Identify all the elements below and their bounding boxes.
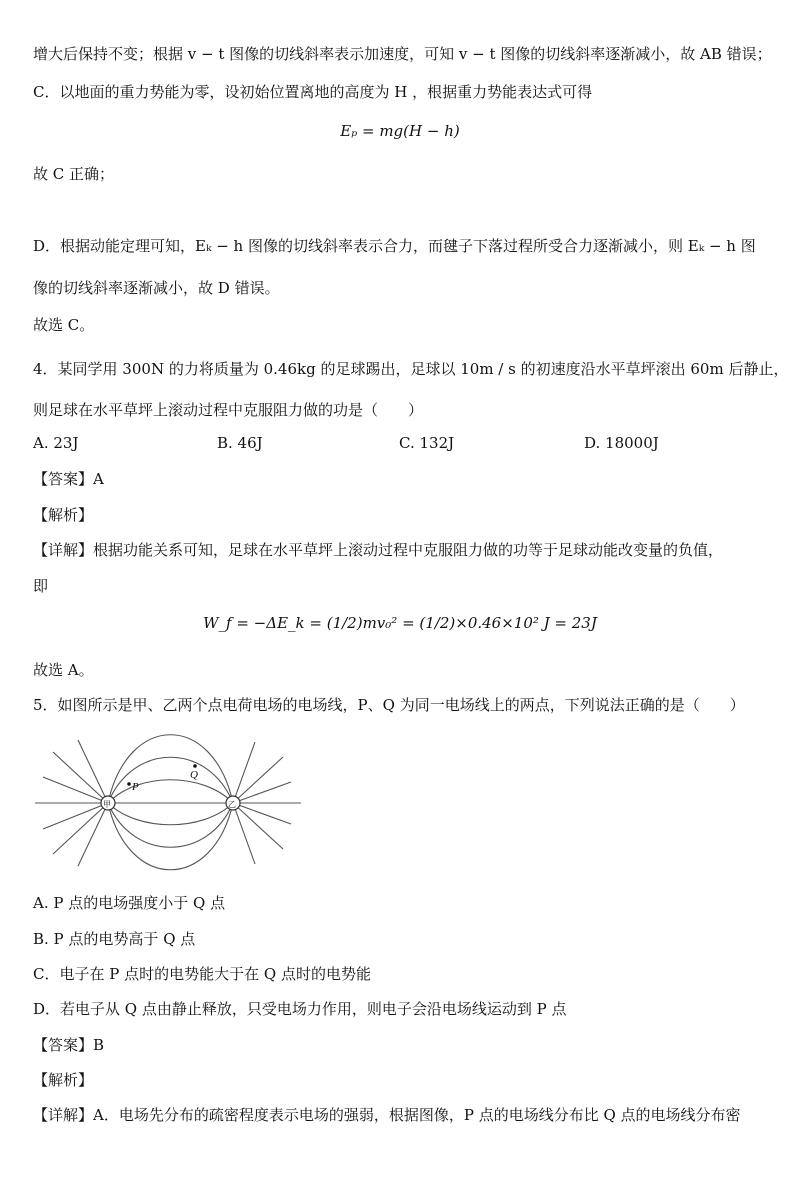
q5-option-b: B. P 点的电势高于 Q 点 xyxy=(33,930,196,948)
label-q: Q xyxy=(190,769,198,781)
text-line: 像的切线斜率逐渐减小，故 D 错误。 xyxy=(33,279,280,297)
point-p-icon xyxy=(127,782,131,786)
analysis-4: 【解析】 xyxy=(33,506,94,524)
text-line: 增大后保持不变；根据 v − t 图像的切线斜率表示加速度，可知 v − t 图像的切线斜率逐渐减小，故 AB 错误； xyxy=(33,45,772,63)
option-a: A. 23J xyxy=(33,434,79,452)
detail-4: 【详解】根据功能关系可知，足球在水平草坪上滚动过程中克服阻力做的功等于足球动能改变量的负值， xyxy=(33,541,724,559)
point-q-icon xyxy=(193,764,197,768)
q5-option-a: A. P 点的电场强度小于 Q 点 xyxy=(33,894,226,912)
option-b: B. 46J xyxy=(217,434,263,452)
text-line: 故选 C。 xyxy=(33,316,95,334)
analysis-5: 【解析】 xyxy=(33,1071,94,1089)
equation-potential-energy: Eₚ = mg(H − h) xyxy=(340,122,460,140)
question-4: 4．某同学用 300N 的力将质量为 0.46kg 的足球踢出，足球以 10m / s 的初速度沿水平草坪滚出 60m 后静止， xyxy=(33,360,789,378)
question-5: 5．如图所示是甲、乙两个点电荷电场的电场线，P、Q 为同一电场线上的两点，下列说法正确的是（ ） xyxy=(33,696,745,714)
detail-5: 【详解】A．电场先分布的疏密程度表示电场的强弱，根据图像，P 点的电场线分布比 Q 点的电场线分布密 xyxy=(33,1106,741,1124)
text-line: C．以地面的重力势能为零，设初始位置离地的高度为 H ，根据重力势能表达式可得 xyxy=(33,83,593,101)
q5-option-c: C．电子在 P 点时的电势能大于在 Q 点时的电势能 xyxy=(33,965,371,983)
electric-field-diagram xyxy=(33,732,303,882)
charge-yi-label: 乙 xyxy=(228,800,236,809)
option-c: C. 132J xyxy=(399,434,455,452)
equation-work: W_f = −ΔE_k = (1/2)mv₀² = (1/2)×0.46×10² J = 23J xyxy=(203,614,597,632)
answer-4: 【答案】A xyxy=(33,470,104,488)
option-d: D. 18000J xyxy=(584,434,659,452)
question-4-cont: 则足球在水平草坪上滚动过程中克服阻力做的功是（ ） xyxy=(33,401,424,419)
text-line: 故 C 正确； xyxy=(33,165,115,183)
charge-jia-label: 甲 xyxy=(103,800,111,809)
answer-5: 【答案】B xyxy=(33,1036,105,1054)
q5-option-d: D．若电子从 Q 点由静止释放，只受电场力作用，则电子会沿电场线运动到 P 点 xyxy=(33,1000,567,1018)
text-line: D．根据动能定理可知，Eₖ − h 图像的切线斜率表示合力，而毽子下落过程所受合力逐渐减小，则 Eₖ − h 图 xyxy=(33,237,756,255)
select-4: 故选 A。 xyxy=(33,661,94,679)
label-p: P xyxy=(132,781,139,793)
detail-4-cont: 即 xyxy=(33,577,49,595)
